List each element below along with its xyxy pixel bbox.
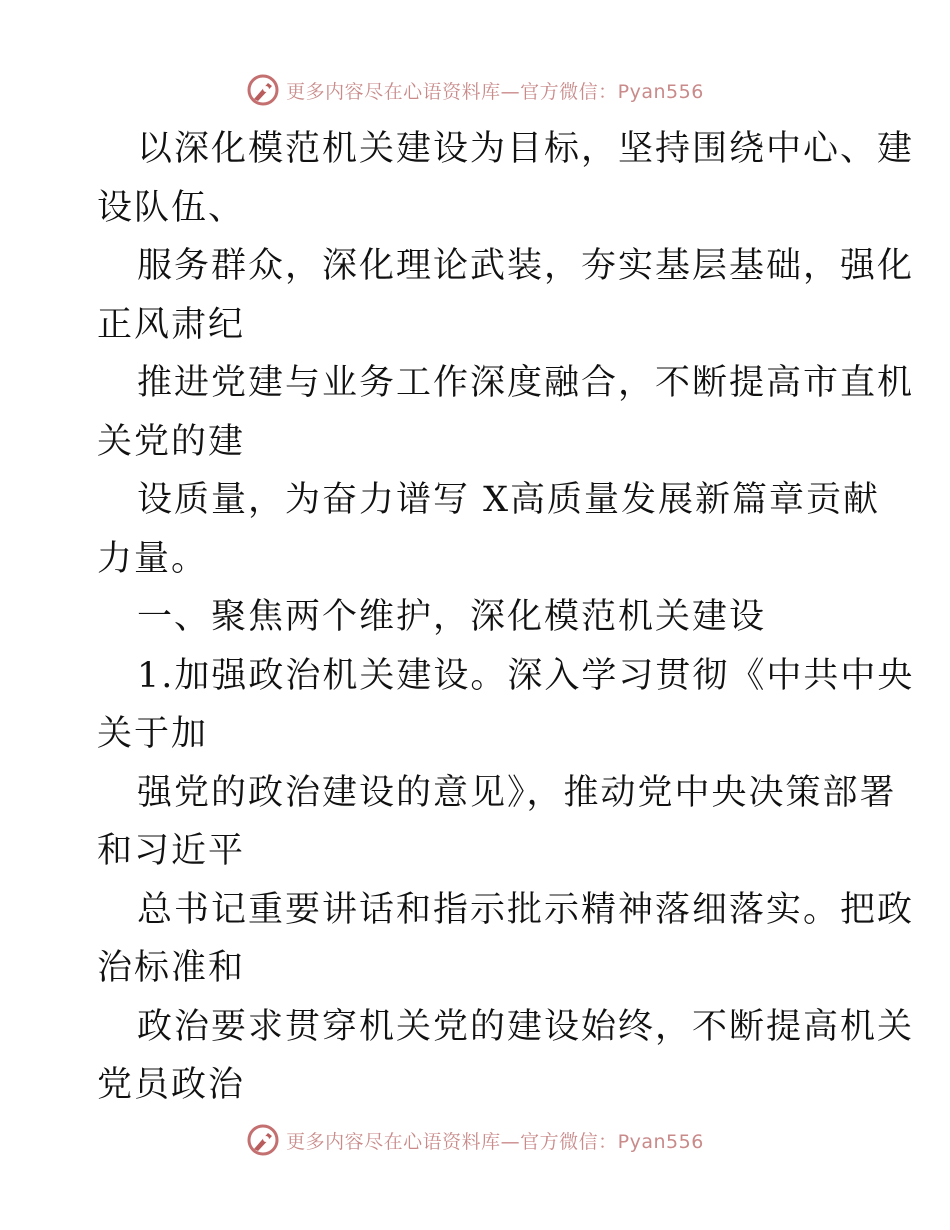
header-watermark-banner <box>0 70 950 110</box>
paragraph-line: 正风肃纪 <box>97 304 246 345</box>
footer-watermark-banner <box>0 1120 950 1160</box>
paragraph-line: 关党的建 <box>97 421 246 462</box>
paragraph-line: 党员政治 <box>97 1065 246 1105</box>
paragraph-line: 服务群众，深化理论武装，夯实基层基础，强化 <box>137 246 915 286</box>
paragraph-line: 和习近平 <box>97 831 246 871</box>
section-heading: 一、聚焦两个维护，深化模范机关建设 <box>137 597 767 637</box>
paragraph-line: 强党的政治建设的意见》，推动党中央决策部署 <box>137 772 897 813</box>
paragraph-line: 1.加强政治机关建设。深入学习贯彻《中共中央 <box>137 655 915 696</box>
pen-logo-icon <box>246 1123 280 1157</box>
paragraph-line: 治标准和 <box>97 948 246 988</box>
paragraph-line: 设质量，为奋力谱写 X高质量发展新篇章贡献 <box>137 480 881 520</box>
paragraph-line: 总书记重要讲话和指示批示精神落细落实。把政 <box>137 889 915 930</box>
document-body <box>97 120 915 1115</box>
paragraph-line: 政治要求贯穿机关党的建设始终，不断提高机关 <box>137 1006 915 1047</box>
paragraph-line: 设队伍、 <box>97 187 246 228</box>
paragraph-line: 以深化模范机关建设为目标，坚持围绕中心、建 <box>137 129 915 169</box>
paragraph-line: 推进党建与业务工作深度融合，不断提高市直机 <box>137 363 915 403</box>
paragraph-line: 力量。 <box>97 538 209 579</box>
footer-watermark-text: 更多内容尽在心语资料库—官方微信：Pyan556 <box>286 1130 704 1153</box>
paragraph-line: 关于加 <box>97 714 209 754</box>
header-watermark-text: 更多内容尽在心语资料库—官方微信：Pyan556 <box>286 80 704 103</box>
pen-logo-icon <box>246 73 280 107</box>
